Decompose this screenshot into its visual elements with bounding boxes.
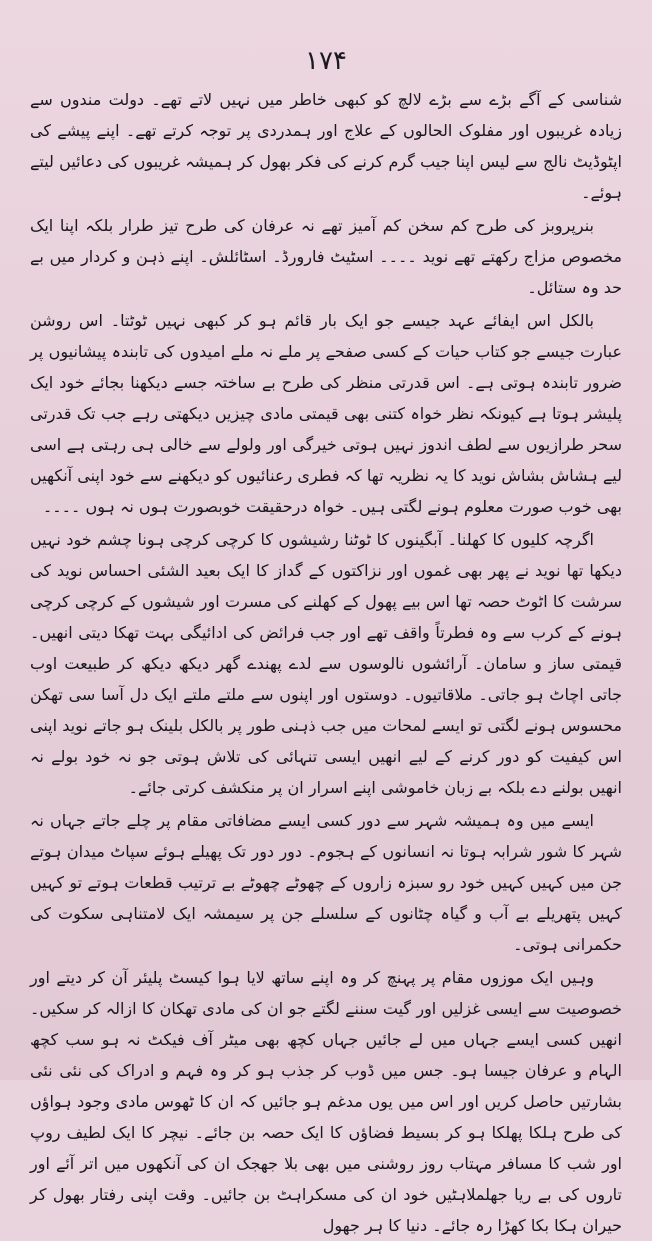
paragraph: وہیں ایک موزوں مقام پر پہنچ کر وہ اپنے ساتھ لایا ہوا کیسٹ پلیئر آن کر دیتے اور خصوصیت سے ایسی غزلیں اور گیت سننے لگتے جو ان کی مادی تھکان کا ازالہ کر سکیں۔ انھیں کسی ایسے جہاں میں لے جائیں جہاں کچھ بھی میٹر آف فیکٹ نہ ہو سب کچھ الہام و عرفان جیسا ہو۔ جس میں ڈوب کر جذب ہو کر وہ فہم و ادراک کی نئی نئی بشارتیں حاصل کریں اور اس میں یوں مدغم ہو جائیں کہ ان کا ٹھوس مادی وجود ہواؤں کی طرح ہلکا پھلکا ہو کر بسیط فضاؤں کا ایک حصہ بن جائے۔ نیچر کا ایک لطیف روپ اور شب کا مسافر مہتاب روز روشنی میں بھی بلا جھجک ان کی آنکھوں میں اتر آئے اور تاروں کی بے ریا جھلملاہٹیں خود ان کی مسکراہٹ بن جائیں۔ وقت اپنی رفتار بھول کر حیران ہکا بکا کھڑا رہ جائے۔ دنیا کا ہر جھول <box>30 968 623 1235</box>
page-number: ۱۷۴ <box>305 46 347 76</box>
paragraph: ایسے میں وہ ہمیشہ شہر سے دور کسی ایسے مضافاتی مقام پر چلے جاتے جہاں نہ شہر کا شور شرابہ ہوتا نہ انسانوں کے ہجوم۔ دور دور تک پھیلے ہوئے سپاٹ میدان ہوتے جن میں کہیں کہیں خود رو سبزہ زاروں کے چھوٹے چھوٹے بے ترتیب قطعات ہوتے تو کہیں کہیں پتھریلے بے آب و گیاہ چٹانوں کے سلسلے جن پر سیمشہ ایک لامتناہی سکوت کی حکمرانی ہوتی۔ <box>30 811 622 954</box>
paragraph: شناسی کے آگے بڑے سے بڑے لالچ کو کبھی خاطر میں نہیں لاتے تھے۔ دولت مندوں سے زیادہ غریبوں اور مفلوک الحالوں کے علاج اور ہمدردی پر توجہ کرتے تھے۔ اپنے پیشے کی اپٹوڈیٹ نالج سے لیس اپنا جیب گرم کرنے کی فکر بھول کر ہمیشہ غریبوں کی دعائیں لیتے ہوئے۔ <box>30 90 622 202</box>
paragraph: اگرچہ کلیوں کا کھلنا۔ آبگینوں کا ٹوٹنا رشیشوں کا کرچی کرچی ہونا چشم خود نہیں دیکھا تھا نوید نے پھر بھی غموں اور نزاکتوں کے گداز کا ایک بعید الشئی احساس نوید کی سرشت کا اٹوٹ حصہ تھا اس بیے پھول کے کھلنے کی مسرت اور شیشوں کے کرچی کرچی ہونے کے کرب سے وہ فطرتاً واقف تھے اور جب فرائض کی ادائیگی بہت تھکا دیتی انھیں۔ قیمتی ساز و سامان۔ آرائشوں نالوسوں سے لدے پھندے گھر دیکھ دیکھ کر طبیعت اوب جاتی اچاٹ ہو جاتی۔ ملاقاتیوں۔ دوستوں اور اپنوں سے ملتے ملتے ایک دل آسا سی تھکن محسوس ہونے لگتی تو ایسے لمحات میں جب ذہنی طور پر بالکل بلینک ہو جاتے نوید اپنی اس کیفیت کو دور کرنے کے لیے انھیں ایسی تنہائی کی تلاش ہوتی جو نہ خود بولے نہ انھیں بولنے دے بلکہ بے زبان خاموشی اپنے اسرار ان پر منکشف کرتی جائے۔ <box>30 530 622 797</box>
page-text-body <box>30 84 623 1235</box>
paragraph: بالکل اس ایفائے عہد جیسے جو ایک بار قائم ہو کر کبھی نہیں ٹوٹتا۔ اس روشن عبارت جیسے جو کتاب حیات کے کسی صفحے پر ملے نہ ملے امیدوں کی تابندہ پیشانیوں پر ضرور تابندہ ہوتی ہے۔ اس قدرتی منظر کی طرح بے ساختہ جسے دیکھنا بجائے خود ایک پلیشر ہوتا ہے کیونکہ نظر خواہ کتنی بھی قیمتی مادی چیزیں دیکھتی رہے جب تک قدرتی سحر طرازیوں سے لطف اندوز نہیں ہوتی خیرگی اور ولولے سے خالی ہی رہتی ہے اسی لیے ہشاش بشاش نوید کا یہ نظریہ تھا کہ فطری رعنائیوں کو دیکھنے سے خود اپنی آنکھیں بھی خوب صورت معلوم ہونے لگتی ہیں۔ خواہ درحقیقت خوبصورت ہوں نہ ہوں ۔۔۔۔ <box>30 311 622 516</box>
paragraph: بنرپروبز کی طرح کم سخن کم آمیز تھے نہ عرفان کی طرح تیز طرار بلکہ اپنا ایک مخصوص مزاج رکھتے تھے نوید ۔۔۔۔ اسٹیٹ فارورڈ۔ اسٹائلش۔ اپنے ذہن و کردار میں بے حد وہ ستائل۔ <box>30 216 622 297</box>
